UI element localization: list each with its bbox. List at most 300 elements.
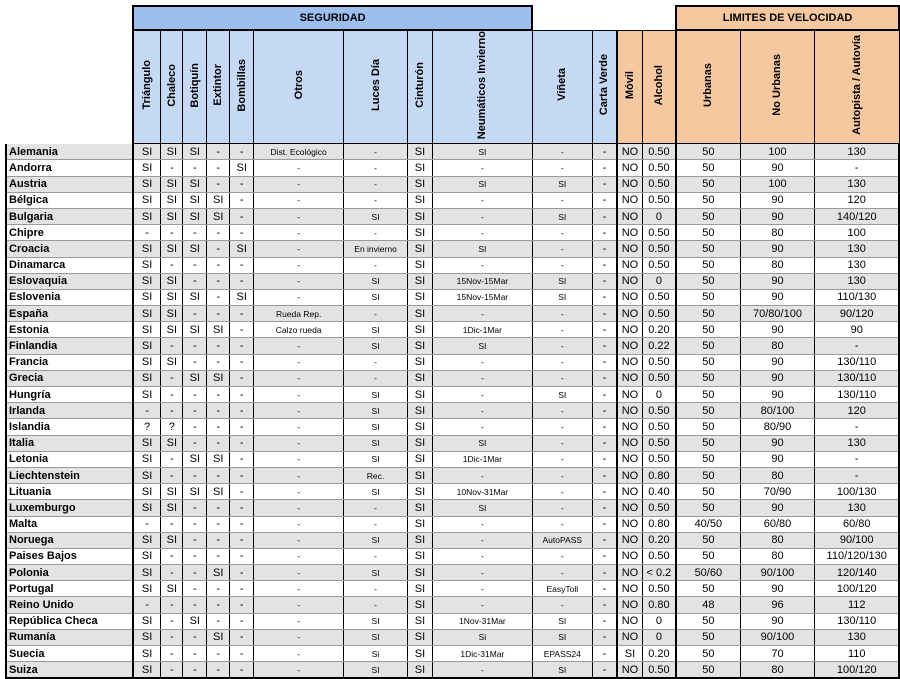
- col-alcohol-cell: 0.50: [642, 435, 676, 451]
- col-botiquin-cell: -: [183, 548, 207, 564]
- col-otros-cell: -: [254, 467, 344, 483]
- table-row: [6, 306, 899, 322]
- col-carta-verde-cell: -: [592, 144, 617, 160]
- col-carta-verde-cell: -: [592, 306, 617, 322]
- col-cinturon-cell: SI: [408, 160, 433, 176]
- col-neumaticos-cell: -: [432, 192, 532, 208]
- col-botiquin-cell: -: [183, 273, 207, 289]
- table-row: [6, 435, 899, 451]
- col-luces-dia-cell: SI: [344, 662, 408, 679]
- col-no-urbanas-cell: 80: [740, 257, 815, 273]
- col-luces-dia-cell: SI: [344, 435, 408, 451]
- col-alcohol-cell: 0.50: [642, 225, 676, 241]
- col-neumaticos-cell: -: [432, 354, 532, 370]
- col-chaleco-cell: -: [161, 160, 183, 176]
- col-bombillas-cell: -: [230, 225, 254, 241]
- col-botiquin-cell: SI: [183, 289, 207, 305]
- col-otros-cell: -: [254, 241, 344, 257]
- col-cinturon-cell: SI: [408, 451, 433, 467]
- col-movil-cell: NO: [617, 192, 642, 208]
- col-triangulo-cell: SI: [133, 532, 161, 548]
- country-cell: Croacia: [6, 241, 133, 257]
- table-row: [6, 370, 899, 386]
- col-alcohol-cell: 0.20: [642, 646, 676, 662]
- col-alcohol-cell: 0.50: [642, 354, 676, 370]
- col-carta-verde-cell: -: [592, 516, 617, 532]
- col-triangulo-cell: SI: [133, 387, 161, 403]
- col-triangulo-cell: -: [133, 403, 161, 419]
- col-autopista-header: [815, 30, 899, 144]
- col-carta-verde-header: [592, 30, 617, 144]
- col-cinturon-cell: SI: [408, 581, 433, 597]
- col-alcohol-cell: 0.20: [642, 322, 676, 338]
- col-bombillas-cell: -: [230, 176, 254, 192]
- col-neumaticos-cell: 1Dic-31Mar: [432, 646, 532, 662]
- col-bombillas-cell: -: [230, 662, 254, 679]
- col-vineta-cell: EPASS24: [532, 646, 592, 662]
- col-carta-verde-cell: -: [592, 484, 617, 500]
- col-extintor-cell: SI: [207, 629, 230, 645]
- col-no-urbanas-cell: 90: [740, 370, 815, 386]
- col-movil-cell: NO: [617, 581, 642, 597]
- col-movil-cell: NO: [617, 451, 642, 467]
- col-no-urbanas-cell: 90: [740, 192, 815, 208]
- country-cell: Finlandia: [6, 338, 133, 354]
- col-chaleco-cell: SI: [161, 532, 183, 548]
- col-movil-cell: NO: [617, 208, 642, 224]
- country-cell: España: [6, 306, 133, 322]
- col-autopista-cell: 130: [815, 257, 899, 273]
- col-movil-cell: NO: [617, 160, 642, 176]
- col-no-urbanas-cell: 70/80/100: [740, 306, 815, 322]
- col-no-urbanas-cell: 90: [740, 387, 815, 403]
- col-alcohol-cell: 0: [642, 629, 676, 645]
- col-cinturon-cell: SI: [408, 289, 433, 305]
- col-neumaticos-cell: SI: [432, 500, 532, 516]
- col-alcohol-cell: 0.50: [642, 662, 676, 679]
- col-neumaticos-cell: -: [432, 532, 532, 548]
- col-cinturon-cell: SI: [408, 403, 433, 419]
- col-cinturon-label: Cinturón: [413, 62, 426, 109]
- col-chaleco-cell: -: [161, 370, 183, 386]
- col-autopista-cell: 130/110: [815, 613, 899, 629]
- col-extintor-cell: SI: [207, 370, 230, 386]
- col-extintor-cell: -: [207, 289, 230, 305]
- col-botiquin-cell: -: [183, 597, 207, 613]
- col-autopista-cell: 60/80: [815, 516, 899, 532]
- country-cell: Suecia: [6, 646, 133, 662]
- col-chaleco-cell: SI: [161, 306, 183, 322]
- col-botiquin-cell: SI: [183, 322, 207, 338]
- table-row: [6, 516, 899, 532]
- col-chaleco-cell: -: [161, 646, 183, 662]
- col-bombillas-cell: -: [230, 435, 254, 451]
- col-no-urbanas-cell: 80/100: [740, 403, 815, 419]
- country-cell: Bulgaria: [6, 208, 133, 224]
- country-cell: Hungría: [6, 387, 133, 403]
- col-botiquin-cell: -: [183, 160, 207, 176]
- table-row: [6, 144, 899, 160]
- col-urbanas-cell: 50: [676, 451, 740, 467]
- col-alcohol-cell: 0.50: [642, 306, 676, 322]
- col-movil-cell: NO: [617, 176, 642, 192]
- col-no-urbanas-cell: 90: [740, 289, 815, 305]
- col-bombillas-cell: SI: [230, 289, 254, 305]
- col-botiquin-cell: -: [183, 387, 207, 403]
- table-row: [6, 484, 899, 500]
- col-movil-cell: NO: [617, 322, 642, 338]
- table-row: [6, 532, 899, 548]
- col-botiquin-cell: SI: [183, 484, 207, 500]
- col-no-urbanas-cell: 90: [740, 208, 815, 224]
- col-carta-verde-cell: -: [592, 208, 617, 224]
- col-no-urbanas-cell: 90: [740, 354, 815, 370]
- col-bombillas-cell: -: [230, 484, 254, 500]
- col-triangulo-cell: SI: [133, 289, 161, 305]
- col-neumaticos-cell: -: [432, 160, 532, 176]
- col-luces-dia-cell: -: [344, 354, 408, 370]
- col-cinturon-cell: SI: [408, 257, 433, 273]
- country-cell: Noruega: [6, 532, 133, 548]
- col-vineta-cell: -: [532, 403, 592, 419]
- col-alcohol-cell: 0: [642, 273, 676, 289]
- col-urbanas-cell: 50: [676, 613, 740, 629]
- col-alcohol-cell: 0.50: [642, 548, 676, 564]
- col-carta-verde-cell: -: [592, 273, 617, 289]
- col-chaleco-cell: SI: [161, 500, 183, 516]
- col-cinturon-cell: SI: [408, 322, 433, 338]
- col-botiquin-cell: -: [183, 500, 207, 516]
- col-bombillas-cell: -: [230, 370, 254, 386]
- col-carta-verde-cell: -: [592, 354, 617, 370]
- table-row: [6, 613, 899, 629]
- col-vineta-cell: EasyToll: [532, 581, 592, 597]
- country-cell: Paises Bajos: [6, 548, 133, 564]
- col-neumaticos-cell: 10Nov-31Mar: [432, 484, 532, 500]
- col-alcohol-cell: 0.50: [642, 370, 676, 386]
- col-chaleco-cell: -: [161, 516, 183, 532]
- col-no-urbanas-cell: 80: [740, 467, 815, 483]
- col-movil-cell: NO: [617, 225, 642, 241]
- table-row: [6, 273, 899, 289]
- col-luces-dia-cell: Si: [344, 646, 408, 662]
- col-alcohol-cell: 0.50: [642, 160, 676, 176]
- col-extintor-cell: -: [207, 160, 230, 176]
- col-chaleco-cell: SI: [161, 192, 183, 208]
- col-triangulo-cell: SI: [133, 565, 161, 581]
- col-otros-cell: -: [254, 451, 344, 467]
- col-neumaticos-cell: 1Dic-1Mar: [432, 322, 532, 338]
- col-autopista-cell: -: [815, 467, 899, 483]
- col-luces-dia-cell: SI: [344, 289, 408, 305]
- col-otros-header: [254, 30, 344, 144]
- col-triangulo-header: [133, 30, 161, 144]
- col-otros-cell: -: [254, 548, 344, 564]
- col-neumaticos-cell: -: [432, 597, 532, 613]
- col-triangulo-label: Triángulo: [141, 60, 154, 110]
- col-chaleco-cell: -: [161, 257, 183, 273]
- col-botiquin-cell: -: [183, 435, 207, 451]
- col-carta-verde-cell: -: [592, 322, 617, 338]
- col-neumaticos-cell: SI: [432, 176, 532, 192]
- col-cinturon-cell: SI: [408, 484, 433, 500]
- col-luces-dia-cell: -: [344, 144, 408, 160]
- table-row: [6, 208, 899, 224]
- col-luces-dia-cell: SI: [344, 208, 408, 224]
- col-carta-verde-cell: -: [592, 646, 617, 662]
- col-luces-dia-cell: SI: [344, 613, 408, 629]
- col-luces-dia-cell: -: [344, 306, 408, 322]
- country-cell: Liechtenstein: [6, 467, 133, 483]
- col-bombillas-cell: SI: [230, 160, 254, 176]
- col-chaleco-cell: -: [161, 629, 183, 645]
- col-cinturon-cell: SI: [408, 419, 433, 435]
- col-alcohol-cell: 0.80: [642, 597, 676, 613]
- col-movil-cell: NO: [617, 273, 642, 289]
- country-cell: Bélgica: [6, 192, 133, 208]
- col-luces-dia-cell: SI: [344, 484, 408, 500]
- col-autopista-cell: 130: [815, 241, 899, 257]
- col-luces-dia-cell: SI: [344, 451, 408, 467]
- col-alcohol-cell: 0.80: [642, 467, 676, 483]
- col-extintor-label: Extintor: [212, 64, 225, 106]
- col-otros-cell: -: [254, 435, 344, 451]
- col-extintor-cell: SI: [207, 484, 230, 500]
- col-autopista-cell: 100: [815, 225, 899, 241]
- col-chaleco-cell: SI: [161, 581, 183, 597]
- col-vineta-cell: -: [532, 370, 592, 386]
- group-seguridad: SEGURIDAD: [133, 6, 532, 30]
- col-extintor-cell: -: [207, 548, 230, 564]
- col-bombillas-cell: -: [230, 338, 254, 354]
- table-row: [6, 289, 899, 305]
- col-otros-cell: Rueda Rep.: [254, 306, 344, 322]
- col-chaleco-cell: SI: [161, 273, 183, 289]
- col-carta-verde-cell: -: [592, 500, 617, 516]
- col-movil-cell: NO: [617, 354, 642, 370]
- col-cinturon-cell: SI: [408, 176, 433, 192]
- col-luces-dia-cell: -: [344, 370, 408, 386]
- col-movil-cell: NO: [617, 548, 642, 564]
- col-movil-cell: NO: [617, 500, 642, 516]
- col-extintor-cell: -: [207, 467, 230, 483]
- col-no-urbanas-cell: 90: [740, 160, 815, 176]
- country-cell: Austria: [6, 176, 133, 192]
- col-vineta-cell: -: [532, 257, 592, 273]
- col-alcohol-cell: 0.50: [642, 144, 676, 160]
- col-vineta-cell: -: [532, 144, 592, 160]
- col-extintor-cell: -: [207, 306, 230, 322]
- table-row: [6, 338, 899, 354]
- col-no-urbanas-cell: 90/100: [740, 565, 815, 581]
- col-botiquin-cell: -: [183, 662, 207, 679]
- col-neumaticos-cell: -: [432, 306, 532, 322]
- col-carta-verde-cell: -: [592, 289, 617, 305]
- col-triangulo-cell: SI: [133, 192, 161, 208]
- col-no-urbanas-cell: 70: [740, 646, 815, 662]
- col-vineta-cell: -: [532, 419, 592, 435]
- col-triangulo-cell: -: [133, 597, 161, 613]
- col-neumaticos-cell: -: [432, 581, 532, 597]
- col-neumaticos-cell: -: [432, 565, 532, 581]
- col-neumaticos-header: [432, 30, 532, 144]
- col-bombillas-cell: -: [230, 548, 254, 564]
- col-luces-dia-cell: SI: [344, 338, 408, 354]
- col-chaleco-cell: SI: [161, 208, 183, 224]
- col-autopista-cell: 130: [815, 435, 899, 451]
- col-movil-cell: NO: [617, 257, 642, 273]
- col-movil-cell: NO: [617, 467, 642, 483]
- col-urbanas-cell: 50: [676, 467, 740, 483]
- col-triangulo-cell: SI: [133, 435, 161, 451]
- col-alcohol-cell: 0.50: [642, 257, 676, 273]
- country-cell: Estonia: [6, 322, 133, 338]
- col-bombillas-cell: -: [230, 581, 254, 597]
- col-luces-dia-cell: -: [344, 192, 408, 208]
- col-otros-cell: -: [254, 160, 344, 176]
- col-urbanas-cell: 50: [676, 306, 740, 322]
- col-no-urbanas-cell: 90: [740, 322, 815, 338]
- col-no-urbanas-cell: 80: [740, 662, 815, 679]
- col-carta-verde-cell: -: [592, 419, 617, 435]
- col-urbanas-cell: 50: [676, 370, 740, 386]
- col-carta-verde-cell: -: [592, 451, 617, 467]
- col-vineta-cell: -: [532, 241, 592, 257]
- col-movil-cell: NO: [617, 597, 642, 613]
- col-botiquin-cell: -: [183, 532, 207, 548]
- col-botiquin-cell: -: [183, 565, 207, 581]
- col-triangulo-cell: SI: [133, 160, 161, 176]
- col-no-urbanas-cell: 80: [740, 548, 815, 564]
- col-movil-cell: NO: [617, 144, 642, 160]
- col-neumaticos-cell: SI: [432, 338, 532, 354]
- col-no-urbanas-cell: 80: [740, 338, 815, 354]
- speed-safety-table: [5, 5, 900, 679]
- col-alcohol-cell: 0.50: [642, 192, 676, 208]
- col-otros-cell: Calzo rueda: [254, 322, 344, 338]
- col-urbanas-cell: 50: [676, 403, 740, 419]
- col-botiquin-cell: -: [183, 225, 207, 241]
- col-alcohol-cell: 0.50: [642, 176, 676, 192]
- col-urbanas-cell: 50: [676, 225, 740, 241]
- col-triangulo-cell: SI: [133, 322, 161, 338]
- col-extintor-cell: SI: [207, 565, 230, 581]
- col-urbanas-cell: 50: [676, 160, 740, 176]
- col-vineta-cell: SI: [532, 273, 592, 289]
- col-bombillas-cell: -: [230, 419, 254, 435]
- col-carta-verde-cell: -: [592, 467, 617, 483]
- col-urbanas-cell: 50: [676, 646, 740, 662]
- col-cinturon-cell: SI: [408, 597, 433, 613]
- col-cinturon-cell: SI: [408, 435, 433, 451]
- country-cell: Eslovaquia: [6, 273, 133, 289]
- col-luces-dia-cell: -: [344, 257, 408, 273]
- col-triangulo-cell: SI: [133, 273, 161, 289]
- col-chaleco-cell: -: [161, 225, 183, 241]
- col-no-urbanas-header: [740, 30, 815, 144]
- col-neumaticos-cell: -: [432, 419, 532, 435]
- col-carta-verde-cell: -: [592, 548, 617, 564]
- table-row: [6, 581, 899, 597]
- col-chaleco-cell: SI: [161, 354, 183, 370]
- col-neumaticos-cell: 1Nov-31Mar: [432, 613, 532, 629]
- col-cinturon-cell: SI: [408, 370, 433, 386]
- col-autopista-cell: -: [815, 338, 899, 354]
- col-no-urbanas-cell: 90: [740, 581, 815, 597]
- col-vineta-cell: -: [532, 338, 592, 354]
- col-otros-cell: -: [254, 629, 344, 645]
- col-luces-dia-cell: -: [344, 176, 408, 192]
- country-cell: Eslovenia: [6, 289, 133, 305]
- col-luces-dia-cell: -: [344, 500, 408, 516]
- col-botiquin-header: [183, 30, 207, 144]
- col-otros-cell: -: [254, 273, 344, 289]
- col-extintor-cell: -: [207, 225, 230, 241]
- col-urbanas-cell: 50: [676, 322, 740, 338]
- col-chaleco-cell: SI: [161, 484, 183, 500]
- col-vineta-cell: -: [532, 192, 592, 208]
- col-botiquin-cell: -: [183, 467, 207, 483]
- table-row: [6, 403, 899, 419]
- table-row: [6, 192, 899, 208]
- col-luces-dia-cell: SI: [344, 273, 408, 289]
- col-no-urbanas-cell: 80: [740, 225, 815, 241]
- col-chaleco-cell: -: [161, 451, 183, 467]
- col-alcohol-cell: 0.50: [642, 451, 676, 467]
- country-cell: Malta: [6, 516, 133, 532]
- col-triangulo-cell: SI: [133, 338, 161, 354]
- col-bombillas-cell: -: [230, 403, 254, 419]
- col-botiquin-cell: SI: [183, 208, 207, 224]
- col-neumaticos-cell: -: [432, 387, 532, 403]
- col-autopista-cell: 90/120: [815, 306, 899, 322]
- col-urbanas-cell: 50: [676, 629, 740, 645]
- col-alcohol-label: Alcohol: [652, 64, 665, 106]
- col-chaleco-header: [161, 30, 183, 144]
- col-autopista-cell: 100/130: [815, 484, 899, 500]
- col-cinturon-cell: SI: [408, 662, 433, 679]
- col-alcohol-cell: 0.22: [642, 338, 676, 354]
- col-autopista-cell: -: [815, 451, 899, 467]
- col-vineta-cell: -: [532, 467, 592, 483]
- col-autopista-cell: -: [815, 160, 899, 176]
- col-triangulo-cell: SI: [133, 241, 161, 257]
- col-urbanas-cell: 40/50: [676, 516, 740, 532]
- col-urbanas-cell: 50: [676, 144, 740, 160]
- col-movil-cell: NO: [617, 629, 642, 645]
- col-carta-verde-cell: -: [592, 435, 617, 451]
- col-no-urbanas-cell: 60/80: [740, 516, 815, 532]
- col-carta-verde-cell: -: [592, 338, 617, 354]
- col-triangulo-cell: SI: [133, 306, 161, 322]
- col-otros-cell: -: [254, 257, 344, 273]
- col-autopista-cell: 100/120: [815, 662, 899, 679]
- country-cell: Grecia: [6, 370, 133, 386]
- col-botiquin-cell: -: [183, 516, 207, 532]
- col-no-urbanas-cell: 90: [740, 500, 815, 516]
- col-bombillas-cell: -: [230, 629, 254, 645]
- col-otros-cell: -: [254, 419, 344, 435]
- col-carta-verde-cell: -: [592, 613, 617, 629]
- col-carta-verde-cell: -: [592, 225, 617, 241]
- col-vineta-cell: SI: [532, 208, 592, 224]
- country-cell: Dinamarca: [6, 257, 133, 273]
- col-otros-label: Otros: [292, 70, 305, 100]
- col-autopista-cell: 130/110: [815, 370, 899, 386]
- country-cell: Islandia: [6, 419, 133, 435]
- col-botiquin-cell: SI: [183, 451, 207, 467]
- col-vineta-cell: -: [532, 225, 592, 241]
